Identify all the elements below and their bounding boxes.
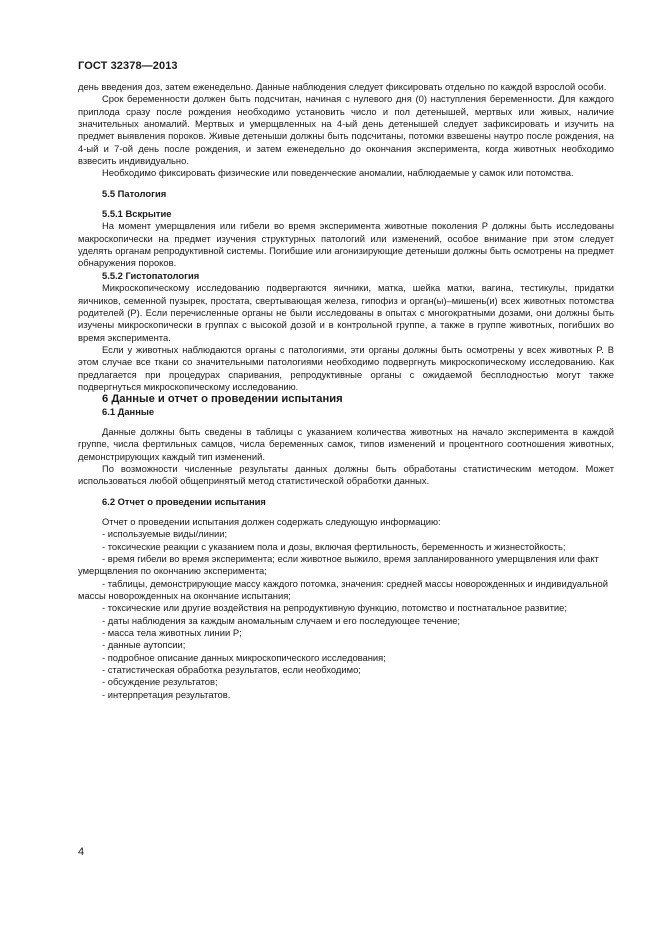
heading-5-5-1: 5.5.1 Вскрытие <box>102 208 172 220</box>
paragraph-histopathology-1: Микроскопическому исследованию подвергаются яичники, матка, шейка матки, вагина, тестикулы, придатки яичников, семенной пузырек, простата, свертывающая железа, гипофиз и орган(ы)–мишень(и) всех животных потомства родителей (P). Если перечисленные органы не были исследованы в опытах с многократными дозами, они должны быть изучены микроскопически в группах с высокой дозой и в контрольной группе, а также в группе животных, погибших во время эксперимента. <box>78 282 614 343</box>
paragraph-histopathology-2: Если у животных наблюдаются органы с патологиями, эти органы должны быть осмотрены у всех животных P. В этом случае все ткани со значительными патологиями необходимо подвергнуть микроскопическому исследованию. Как предлагается при процедурах спаривания, репродуктивные органы с ожидаемой бесплодностью могут также подвергнуться микроскопическому исследованию. <box>78 343 614 392</box>
document-body <box>78 81 614 701</box>
paragraph-autopsy: На момент умерщвления или гибели во время эксперимента животные поколения P должны быть исследованы макроскопически на предмет изучения структурных патологий или изменений, особое внимание при этом следует уделять органам репродуктивной системы. Погибшие или агонизирующие детеныши должны быть осмотрены на предмет обнаружения пороков. <box>78 220 614 269</box>
list-item: - масса тела животных линии P; <box>102 627 242 639</box>
list-item: - интерпретация результатов. <box>102 688 231 700</box>
heading-5-5-2: 5.5.2 Гистопатология <box>102 269 200 281</box>
list-item: - токсические реакции с указанием пола и дозы, включая фертильность, беременность и жизнестойкость; <box>102 540 566 552</box>
list-item: - время гибели во время эксперимента; если животное выжило, время запланированного умерщвления или факт умерщвления по окончанию эксперимента; <box>78 553 599 577</box>
paragraph-pregnancy: Срок беременности должен быть подсчитан, начиная с нулевого дня (0) наступления беременности. Для каждого приплода сразу после рождения необходимо установить число и пол детенышей, мертвых или живых, наличие значительных аномалий. Мертвых и умерщвленных на 4-ый день детенышей следует зафиксировать и изучить на предмет выявления пороков. Живые детеныши должны быть подсчитаны, потомки взвешены наутро после рождения, на 4-ый и 7-ой день после рождения, и затем еженедельно до окончания эксперимента, когда животных необходимо взвесить индивидуально. <box>78 93 614 167</box>
report-contents-list <box>78 528 614 701</box>
list-item: - подробное описание данных микроскопического исследования; <box>102 651 386 663</box>
document-id: ГОСТ 32378—2013 <box>78 60 178 72</box>
list-item: - обсуждение результатов; <box>102 676 218 688</box>
paragraph-data-2: По возможности численные результаты данных должны быть обработаны статистическим методом. Может использоваться любой общепринятый метод статистической обработки данных. <box>78 462 614 487</box>
paragraph-data-1: Данные должны быть сведены в таблицы с указанием количества животных на начало эксперимента в каждой группе, числа фертильных самцов, числа беременных самок, типов изменений и процентного соотношения животных, демонстрирующих каждый тип изменений. <box>78 425 614 462</box>
list-item: - данные аутопсии; <box>102 639 186 651</box>
page-number: 4 <box>78 846 85 858</box>
heading-6-2: 6.2 Отчет о проведении испытания <box>102 495 266 507</box>
heading-6-1: 6.1 Данные <box>102 405 155 417</box>
heading-6: 6 Данные и отчет о проведении испытания <box>102 393 343 406</box>
paragraph-anomalies: Необходимо фиксировать физические или поведенческие аномалии, наблюдаемые у самок или потомства. <box>102 167 574 179</box>
list-item: - даты наблюдения за каждым аномальным случаем и его последующее течение; <box>102 614 461 626</box>
list-item: - таблицы, демонстрирующие массу каждого потомка, значения: средней массы новорожденных и индивидуальной массы новорожденных на окончание испытания; <box>78 577 608 602</box>
list-item: - используемые виды/линии; <box>102 528 228 540</box>
list-item: - токсические или другие воздействия на репродуктивную функцию, потомство и постнатальное развитие; <box>102 602 567 614</box>
paragraph-report-intro: Отчет о проведении испытания должен содержать следующую информацию: <box>102 516 441 527</box>
paragraph-continued: день введения доз, затем еженедельно. Данные наблюдения следует фиксировать отдельно по каждой взрослой особи. <box>78 81 607 92</box>
list-item: - статистическая обработка результатов, если необходимо; <box>102 664 361 676</box>
heading-5-5: 5.5 Патология <box>102 187 167 199</box>
